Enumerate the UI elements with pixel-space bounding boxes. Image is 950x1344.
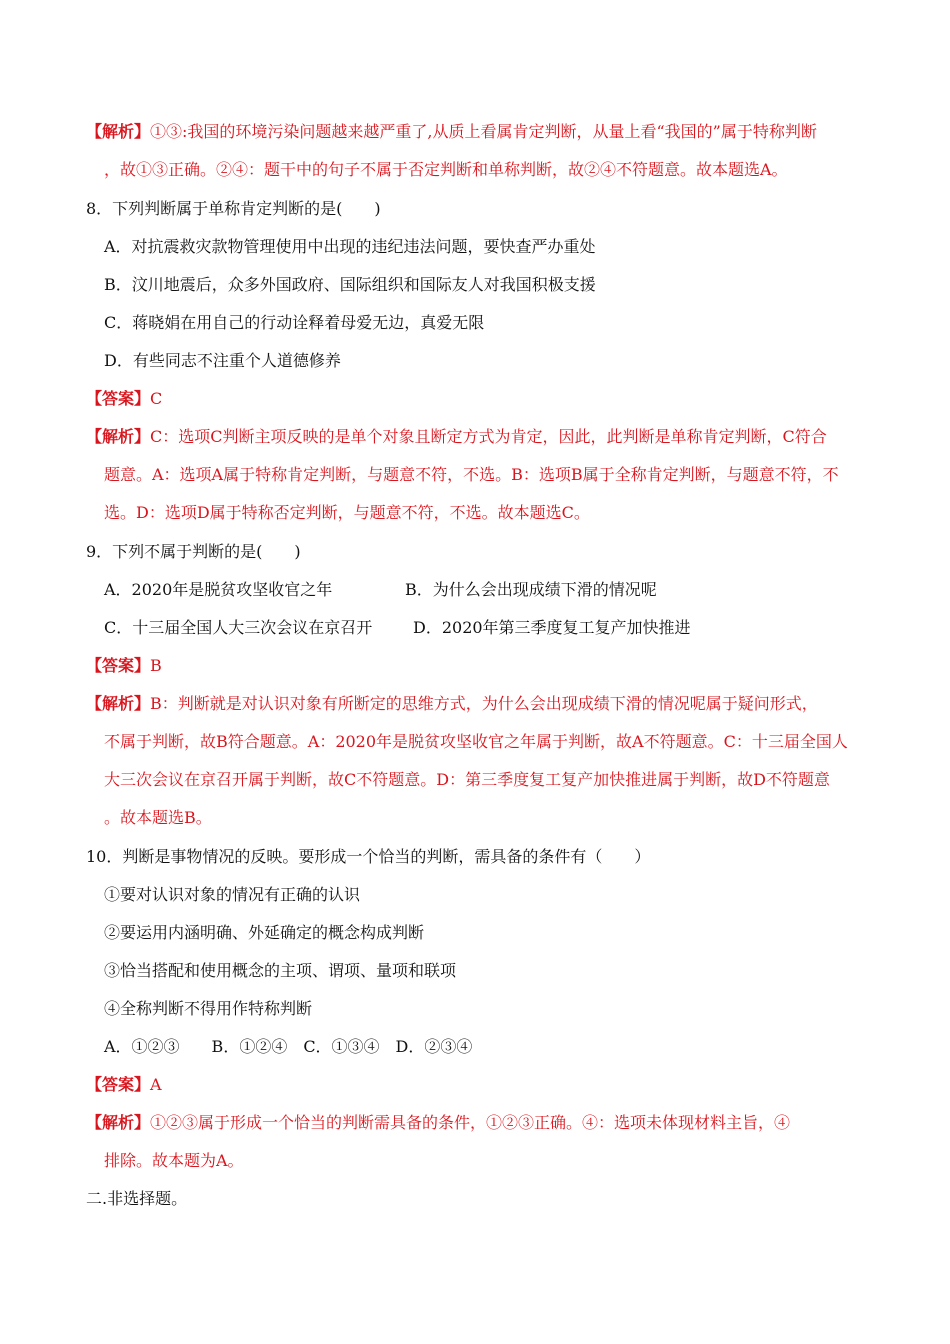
analysis-text: B：判断就是对认识对象有所断定的思维方式，为什么会出现成绩下滑的情况呢属于疑问形式， bbox=[150, 694, 818, 713]
q8-analysis-line-2: 题意。A：选项A属于特称肯定判断，与题意不符，不选。B：选项B属于全称肯定判断，与题意不符，不 bbox=[104, 465, 839, 484]
answer-value: A bbox=[150, 1075, 162, 1094]
analysis-tag: 【解析】 bbox=[86, 1113, 151, 1132]
q9-option-d: D．2020年第三季度复工复产加快推进 bbox=[413, 618, 691, 637]
q10-item-3: ③恰当搭配和使用概念的主项、谓项、量项和联项 bbox=[104, 961, 457, 980]
section-title: 二.非选择题。 bbox=[86, 1189, 188, 1208]
q9-analysis-line-3: 大三次会议在京召开属于判断，故C不符题意。D：第三季度复工复产加快推进属于判断，故D不符题意 bbox=[104, 770, 830, 789]
q8-option-b: B．汶川地震后，众多外国政府、国际组织和国际友人对我国积极支援 bbox=[104, 275, 596, 294]
q10-options: A．①②③ B．①②④ C．①③④ D．②③④ bbox=[104, 1037, 473, 1056]
q9-option-c: C．十三届全国人大三次会议在京召开 bbox=[104, 618, 373, 637]
q9-analysis-line-4: 。故本题选B。 bbox=[104, 808, 212, 827]
analysis-text: ①②③属于形成一个恰当的判断需具备的条件，①②③正确。④：选项未体现材料主旨，④ bbox=[150, 1113, 791, 1132]
q10-answer bbox=[86, 1074, 162, 1096]
analysis-text: ①③:我国的环境污染问题越来越严重了,从质上看属肯定判断，从量上看“我国的”属于特称判断 bbox=[150, 122, 817, 141]
q9-option-b: B．为什么会出现成绩下滑的情况呢 bbox=[405, 580, 657, 599]
q7-analysis-line-2: ，故①③正确。②④：题干中的句子不属于否定判断和单称判断，故②④不符题意。故本题选A。 bbox=[104, 160, 788, 179]
q9-analysis-line-2: 不属于判断，故B符合题意。A：2020年是脱贫攻坚收官之年属于判断，故A不符题意。C：十三届全国人 bbox=[104, 732, 848, 751]
q8-answer bbox=[86, 388, 162, 410]
q10-analysis-line-1 bbox=[86, 1112, 790, 1134]
analysis-tag: 【解析】 bbox=[86, 122, 151, 141]
q10-stem: 10．判断是事物情况的反映。要形成一个恰当的判断，需具备的条件有（ ） bbox=[86, 847, 651, 866]
q8-option-a: A．对抗震救灾款物管理使用中出现的违纪违法问题，要快查严办重处 bbox=[104, 237, 596, 256]
q8-analysis-line-3: 选。D：选项D属于特称否定判断，与题意不符，不选。故本题选C。 bbox=[104, 503, 590, 522]
q10-item-1: ①要对认识对象的情况有正确的认识 bbox=[104, 885, 361, 904]
q8-stem: 8．下列判断属于单称肯定判断的是( ) bbox=[86, 199, 381, 218]
q9-analysis-line-1 bbox=[86, 693, 818, 715]
q8-option-c: C．蒋晓娟在用自己的行动诠释着母爱无边，真爱无限 bbox=[104, 313, 485, 332]
analysis-tag: 【解析】 bbox=[86, 694, 151, 713]
q9-option-a: A．2020年是脱贫攻坚收官之年 bbox=[104, 580, 333, 599]
answer-tag: 【答案】 bbox=[86, 1075, 151, 1094]
answer-value: B bbox=[150, 656, 162, 675]
q9-answer bbox=[86, 655, 162, 677]
q7-analysis-line-1 bbox=[86, 121, 817, 143]
answer-tag: 【答案】 bbox=[86, 656, 151, 675]
q10-item-4: ④全称判断不得用作特称判断 bbox=[104, 999, 313, 1018]
answer-tag: 【答案】 bbox=[86, 389, 151, 408]
q9-stem: 9．下列不属于判断的是( ) bbox=[86, 542, 301, 561]
q10-item-2: ②要运用内涵明确、外延确定的概念构成判断 bbox=[104, 923, 425, 942]
q8-option-d: D．有些同志不注重个人道德修养 bbox=[104, 351, 341, 370]
q10-analysis-line-2: 排除。故本题为A。 bbox=[104, 1151, 244, 1170]
analysis-tag: 【解析】 bbox=[86, 427, 151, 446]
analysis-text: C：选项C判断主项反映的是单个对象且断定方式为肯定，因此，此判断是单称肯定判断，C符合 bbox=[150, 427, 827, 446]
answer-value: C bbox=[150, 389, 163, 408]
q8-analysis-line-1 bbox=[86, 426, 827, 448]
